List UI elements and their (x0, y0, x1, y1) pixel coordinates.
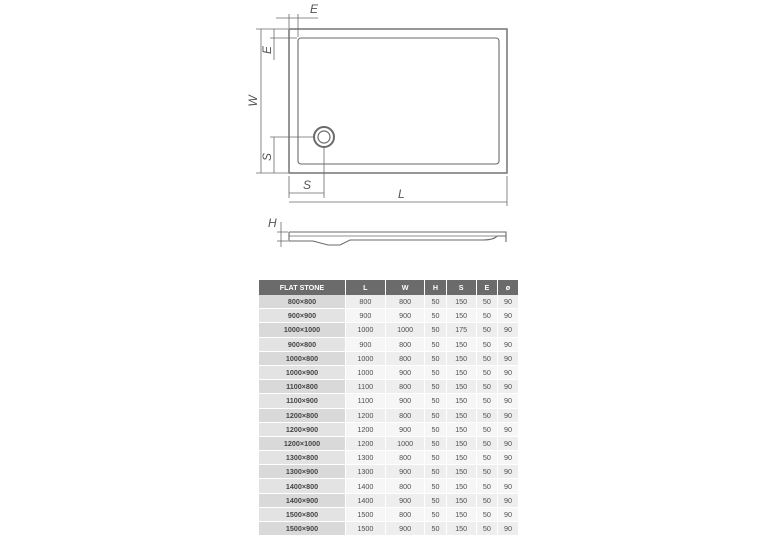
table-cell: 90 (497, 436, 518, 450)
table-cell: 50 (425, 465, 446, 479)
table-cell: 90 (497, 422, 518, 436)
table-cell-model: 1500×800 (259, 507, 346, 521)
table-cell: 90 (497, 394, 518, 408)
table-cell: 150 (446, 465, 476, 479)
table-cell: 150 (446, 522, 476, 536)
table-cell-model: 1000×1000 (259, 323, 346, 337)
header-l: L (346, 280, 386, 295)
table-row (259, 408, 519, 422)
table-cell: 900 (385, 309, 425, 323)
table-cell: 50 (476, 408, 497, 422)
tray-side-profile (289, 232, 506, 245)
table-cell-model: 1000×900 (259, 365, 346, 379)
dim-label-e-side: E (260, 45, 274, 55)
table-cell: 50 (476, 422, 497, 436)
table-cell: 90 (497, 479, 518, 493)
table-cell: 90 (497, 380, 518, 394)
table-cell: 900 (346, 309, 386, 323)
technical-drawing (0, 0, 765, 270)
table-cell: 90 (497, 465, 518, 479)
table-cell: 1500 (346, 507, 386, 521)
table-header-row (259, 280, 519, 295)
table-cell: 50 (425, 351, 446, 365)
table-cell: 50 (425, 365, 446, 379)
table-cell: 1000 (346, 351, 386, 365)
table-cell: 150 (446, 507, 476, 521)
table-cell: 50 (425, 380, 446, 394)
dim-label-s-bottom: S (303, 178, 312, 192)
table-row (259, 451, 519, 465)
table-cell: 150 (446, 337, 476, 351)
dimensions-table (259, 280, 519, 536)
table-cell: 1200 (346, 408, 386, 422)
table-cell: 1300 (346, 451, 386, 465)
table-cell: 90 (497, 365, 518, 379)
table-cell-model: 900×800 (259, 337, 346, 351)
table-cell: 150 (446, 422, 476, 436)
table-cell: 1400 (346, 479, 386, 493)
header-diameter: ø (497, 280, 518, 295)
table-cell: 50 (425, 323, 446, 337)
table-row (259, 323, 519, 337)
table-cell: 150 (446, 351, 476, 365)
table-cell: 50 (476, 295, 497, 309)
table-cell: 150 (446, 365, 476, 379)
dim-label-l: L (398, 187, 405, 201)
table-cell: 150 (446, 295, 476, 309)
table-cell-model: 1000×800 (259, 351, 346, 365)
table-cell: 50 (476, 309, 497, 323)
table-cell: 50 (476, 365, 497, 379)
table-row (259, 479, 519, 493)
table-cell: 800 (385, 337, 425, 351)
dim-label-w: W (246, 95, 260, 107)
table-cell: 800 (385, 408, 425, 422)
table-cell: 50 (425, 295, 446, 309)
dim-label-h: H (268, 216, 277, 230)
table-row (259, 351, 519, 365)
table-cell: 50 (476, 394, 497, 408)
table-cell-model: 1500×900 (259, 522, 346, 536)
table-cell: 800 (346, 295, 386, 309)
table-cell: 150 (446, 394, 476, 408)
table-row (259, 507, 519, 521)
table-cell: 150 (446, 493, 476, 507)
header-model: FLAT STONE (259, 280, 346, 295)
table-cell: 800 (385, 351, 425, 365)
table-cell-model: 1200×1000 (259, 436, 346, 450)
table-cell: 1300 (346, 465, 386, 479)
tray-outline (289, 29, 507, 173)
table-cell: 50 (425, 309, 446, 323)
table-cell: 900 (385, 522, 425, 536)
table-row (259, 522, 519, 536)
drain-icon (314, 127, 334, 147)
table-cell: 90 (497, 351, 518, 365)
table-row (259, 422, 519, 436)
table-cell: 90 (497, 522, 518, 536)
table-cell: 150 (446, 479, 476, 493)
table-cell: 90 (497, 309, 518, 323)
table-cell: 90 (497, 337, 518, 351)
dim-label-e-top: E (310, 2, 319, 16)
table-cell: 150 (446, 309, 476, 323)
table-cell: 900 (385, 365, 425, 379)
table-cell: 50 (425, 451, 446, 465)
table-row (259, 295, 519, 309)
header-s: S (446, 280, 476, 295)
table-cell: 1000 (385, 436, 425, 450)
table-cell: 150 (446, 380, 476, 394)
table-row (259, 365, 519, 379)
table-row (259, 465, 519, 479)
table-cell: 1400 (346, 493, 386, 507)
table-cell: 50 (425, 337, 446, 351)
table-cell: 50 (425, 394, 446, 408)
table-cell-model: 1200×800 (259, 408, 346, 422)
table-cell: 90 (497, 507, 518, 521)
table-row (259, 394, 519, 408)
table-cell-model: 1100×900 (259, 394, 346, 408)
table-cell-model: 800×800 (259, 295, 346, 309)
table-cell: 1100 (346, 380, 386, 394)
table-cell: 50 (425, 436, 446, 450)
table-cell: 1500 (346, 522, 386, 536)
table-cell: 900 (385, 493, 425, 507)
table-cell: 50 (425, 507, 446, 521)
dim-label-s-side: S (260, 152, 274, 162)
table-cell: 50 (425, 522, 446, 536)
table-cell: 900 (346, 337, 386, 351)
table-cell: 800 (385, 451, 425, 465)
table-cell: 800 (385, 479, 425, 493)
table-cell: 900 (385, 422, 425, 436)
table-cell: 50 (476, 351, 497, 365)
table-cell: 50 (476, 337, 497, 351)
table-cell: 1200 (346, 436, 386, 450)
table-row (259, 337, 519, 351)
table-cell: 1000 (346, 323, 386, 337)
table-row (259, 436, 519, 450)
table-cell: 900 (385, 394, 425, 408)
table-cell: 50 (425, 479, 446, 493)
table-cell: 1000 (385, 323, 425, 337)
table-cell: 800 (385, 380, 425, 394)
table-cell-model: 1300×800 (259, 451, 346, 465)
header-w: W (385, 280, 425, 295)
table-cell: 150 (446, 436, 476, 450)
header-e: E (476, 280, 497, 295)
table-cell: 50 (476, 522, 497, 536)
table-cell: 175 (446, 323, 476, 337)
table-cell: 50 (476, 493, 497, 507)
table-cell-model: 1400×900 (259, 493, 346, 507)
table-cell: 90 (497, 295, 518, 309)
table-cell: 150 (446, 451, 476, 465)
table-cell: 800 (385, 295, 425, 309)
table-cell: 90 (497, 408, 518, 422)
table-cell: 50 (425, 493, 446, 507)
table-cell: 90 (497, 323, 518, 337)
table-cell: 50 (476, 436, 497, 450)
table-cell-model: 1400×800 (259, 479, 346, 493)
table-row (259, 380, 519, 394)
table-cell: 1000 (346, 365, 386, 379)
table-cell-model: 1100×800 (259, 380, 346, 394)
table-row (259, 309, 519, 323)
table-cell: 900 (385, 465, 425, 479)
header-h: H (425, 280, 446, 295)
table-cell: 50 (476, 479, 497, 493)
table-cell: 50 (476, 451, 497, 465)
table-row (259, 493, 519, 507)
table-cell-model: 900×900 (259, 309, 346, 323)
table-cell: 50 (476, 465, 497, 479)
table-cell: 50 (476, 323, 497, 337)
table-cell: 50 (476, 507, 497, 521)
table-cell: 50 (425, 408, 446, 422)
table-cell: 50 (425, 422, 446, 436)
table-cell: 50 (476, 380, 497, 394)
table-cell: 1200 (346, 422, 386, 436)
table-cell: 90 (497, 451, 518, 465)
table-cell: 800 (385, 507, 425, 521)
table-cell: 1100 (346, 394, 386, 408)
table-cell: 150 (446, 408, 476, 422)
table-cell-model: 1300×900 (259, 465, 346, 479)
table-cell-model: 1200×900 (259, 422, 346, 436)
table-cell: 90 (497, 493, 518, 507)
